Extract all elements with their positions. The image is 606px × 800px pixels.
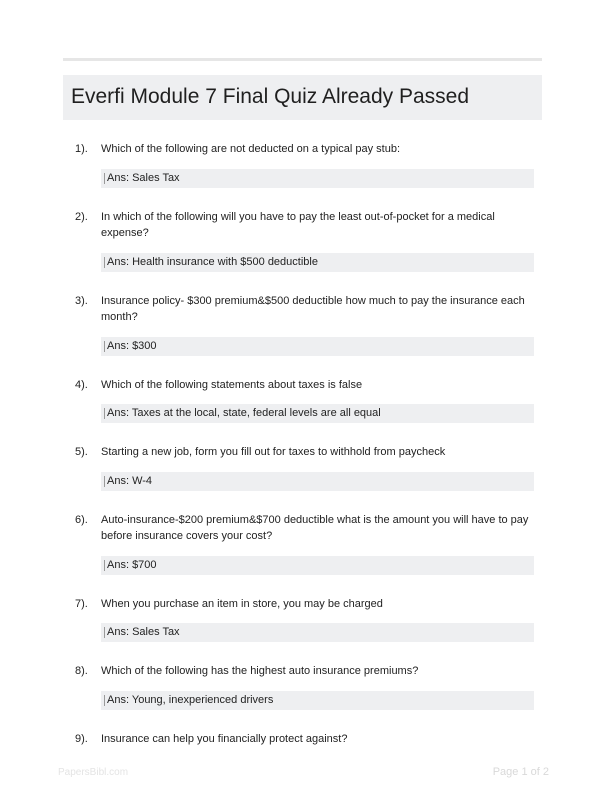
answer-marker: [104, 408, 105, 419]
question-item-4: [63, 377, 542, 424]
answer-marker: [104, 257, 105, 268]
footer-watermark: PapersBibl.com: [58, 767, 129, 778]
question-number: 8).: [75, 665, 88, 677]
question-number: 2).: [75, 210, 88, 223]
question-text: In which of the following will you have to pay the least out-of-pocket for a medical expense?: [101, 210, 495, 239]
answer-box: [101, 169, 534, 188]
page-title: Everfi Module 7 Final Quiz Already Passed: [71, 85, 470, 108]
answer-marker: [104, 627, 105, 638]
page-number: Page 1 of 2: [492, 766, 549, 778]
question-item-3: [63, 293, 542, 356]
question-number: 5).: [75, 446, 88, 458]
question-number: 3).: [75, 294, 88, 307]
top-divider: [63, 58, 542, 61]
answer-box: [101, 253, 534, 272]
question-text: When you purchase an item in store, you may be charged: [101, 597, 383, 610]
question-number: 1).: [75, 143, 88, 155]
question-text: Which of the following statements about taxes is false: [101, 378, 363, 391]
answer-marker: [104, 341, 105, 352]
answer-box: [101, 404, 534, 423]
answer-box: [101, 691, 534, 710]
question-text: Which of the following are not deducted on a typical pay stub:: [101, 143, 401, 155]
answer-marker: [104, 173, 105, 184]
question-item-9: [63, 731, 542, 748]
answer-box: [101, 472, 534, 491]
answer-marker: [104, 476, 105, 487]
question-text: Insurance can help you financially protect against?: [101, 732, 348, 745]
question-list: [63, 141, 542, 768]
question-number: 9).: [75, 732, 88, 745]
answer-box: [101, 556, 534, 575]
question-text: Auto-insurance-$200 premium&$700 deductible what is the amount you will have to pay before insurance covers your cost?: [101, 513, 529, 542]
answer-box: [101, 337, 534, 356]
answer-text: Ans: $700: [107, 558, 157, 571]
answer-box: [101, 623, 534, 642]
answer-text: Ans: $300: [107, 339, 157, 352]
question-item-6: [63, 512, 542, 575]
question-item-1: [63, 141, 542, 188]
question-item-8: [63, 663, 542, 710]
answer-text: Ans: Young, inexperienced drivers: [107, 693, 274, 706]
question-text: Insurance policy- $300 premium&$500 deductible how much to pay the insurance each month?: [101, 294, 525, 323]
question-number: 7).: [75, 597, 88, 610]
title-band: [63, 75, 542, 120]
answer-text: Ans: Health insurance with $500 deductible: [107, 255, 318, 268]
question-text: Starting a new job, form you fill out for taxes to withhold from paycheck: [101, 446, 446, 458]
answer-marker: [104, 560, 105, 571]
question-item-2: [63, 209, 542, 272]
question-text: Which of the following has the highest auto insurance premiums?: [101, 665, 419, 677]
answer-text: Ans: Sales Tax: [107, 626, 180, 638]
question-number: 6).: [75, 513, 88, 526]
question-number: 4).: [75, 378, 88, 391]
question-item-7: [63, 596, 542, 643]
answer-text: Ans: Sales Tax: [107, 171, 180, 184]
answer-marker: [104, 695, 105, 706]
answer-text: Ans: W-4: [107, 474, 153, 487]
question-item-5: [63, 444, 542, 491]
answer-text: Ans: Taxes at the local, state, federal levels are all equal: [107, 407, 381, 419]
